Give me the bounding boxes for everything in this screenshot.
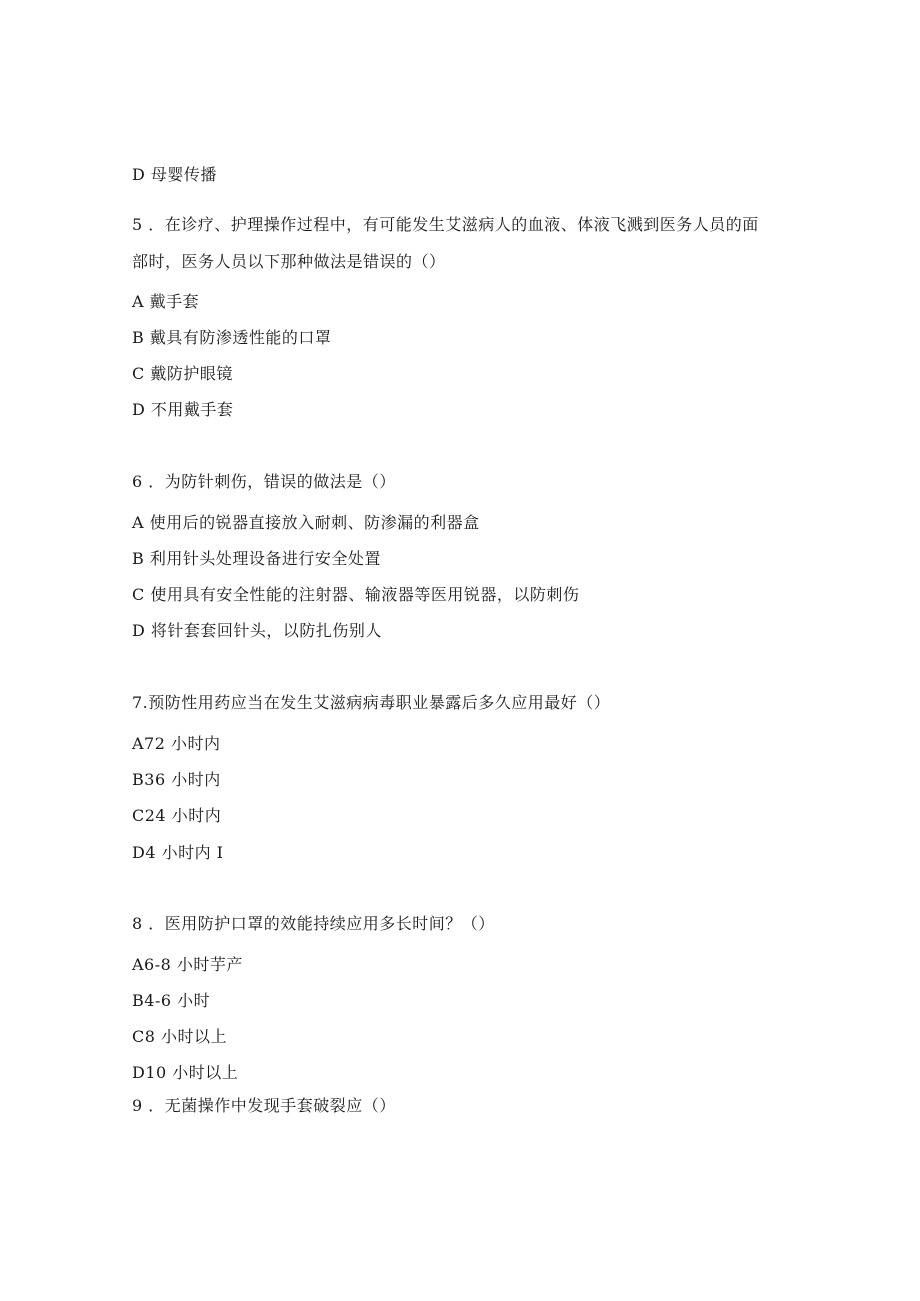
q8-option-d: D10 小时以上 xyxy=(132,1063,239,1082)
q8-option-a: A6-8 小时芋产 xyxy=(132,955,243,974)
q6-option-d: D 将针套套回针头，以防扎伤别人 xyxy=(132,621,382,640)
q8-question: 8 ．医用防护口罩的效能持续应用多长时间？（） xyxy=(132,914,495,933)
q7-option-d: D4 小时内 I xyxy=(132,843,224,862)
q6-option-a: A 使用后的锐器直接放入耐刺、防渗漏的利器盒 xyxy=(132,513,480,532)
q5-question-line-1: 5 ．在诊疗、护理操作过程中，有可能发生艾滋病人的血液、体液飞溅到医务人员的面 xyxy=(132,215,759,234)
q8-option-c: C8 小时以上 xyxy=(132,1027,228,1046)
q9-question: 9 ．无菌操作中发现手套破裂应（） xyxy=(132,1096,396,1115)
q5-question-line-2: 部时，医务人员以下那种做法是错误的（） xyxy=(132,252,446,271)
q4-option-d: D 母婴传播 xyxy=(132,165,217,184)
q8-option-b: B4-6 小时 xyxy=(132,991,211,1010)
q7-option-a: A72 小时内 xyxy=(132,734,221,753)
q5-option-a: A 戴手套 xyxy=(132,292,200,311)
q6-option-b: B 利用针头处理设备进行安全处置 xyxy=(132,549,381,568)
q7-option-b: B36 小时内 xyxy=(132,770,221,789)
q6-option-c: C 使用具有安全性能的注射器、输液器等医用锐器，以防刺伤 xyxy=(132,585,580,604)
q6-question: 6 ．为防针刺伤，错误的做法是（） xyxy=(132,472,396,491)
q7-option-c: C24 小时内 xyxy=(132,806,222,825)
q5-option-b: B 戴具有防渗透性能的口罩 xyxy=(132,328,332,347)
q5-option-d: D 不用戴手套 xyxy=(132,400,234,419)
q5-option-c: C 戴防护眼镜 xyxy=(132,364,233,383)
q7-question: 7.预防性用药应当在发生艾滋病病毒职业暴露后多久应用最好（） xyxy=(132,693,611,712)
